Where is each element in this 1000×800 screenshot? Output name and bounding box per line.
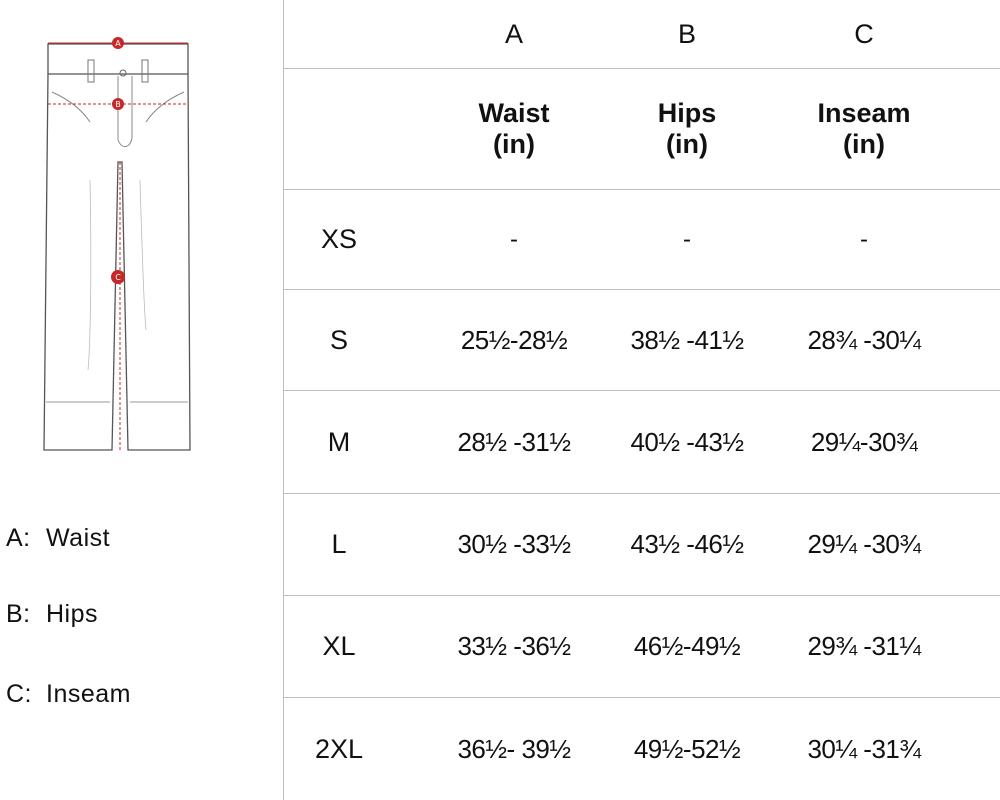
size-chart-table (283, 0, 1000, 800)
inseam-value: 29¼-30¾ (810, 426, 918, 457)
header-row (284, 69, 1000, 189)
table-row (284, 494, 1000, 595)
size-label: XS (320, 224, 358, 254)
legend-inseam (6, 680, 131, 709)
hips-value: 40½ -43½ (630, 426, 744, 457)
pants-diagram (30, 30, 210, 460)
column-letter-a: A (504, 18, 523, 49)
marker-b: B (115, 100, 121, 109)
legend-waist (6, 524, 110, 553)
waist-value: 25½-28½ (460, 324, 568, 355)
column-letter-c: C (854, 18, 874, 49)
table-row (284, 190, 1000, 289)
size-label: M (327, 426, 351, 457)
table-row (284, 391, 1000, 493)
size-label: 2XL (314, 733, 364, 764)
waist-value: 33½ -36½ (457, 631, 571, 661)
legend-hips (6, 600, 98, 629)
inseam-value: - (860, 225, 868, 253)
legend-label: Hips (46, 600, 99, 628)
table-row (284, 596, 1000, 697)
size-label: S (329, 324, 348, 355)
hips-value: - (683, 225, 691, 253)
waist-value: 30½ -33½ (457, 529, 571, 559)
legend-label: Waist (46, 524, 111, 552)
inseam-value: 29¾ -31¼ (807, 631, 921, 661)
header-waist: Waist (in) (478, 97, 550, 159)
size-label: XL (322, 631, 356, 661)
hips-value: 49½-52½ (633, 733, 741, 764)
waist-value: - (510, 225, 518, 253)
header-inseam: Inseam (in) (817, 97, 911, 159)
waist-value: 28½ -31½ (457, 426, 571, 457)
waist-value: 36½- 39½ (457, 733, 571, 764)
legend-key: B: (6, 600, 31, 628)
size-guide-illustration-panel (0, 0, 283, 800)
hips-value: 46½-49½ (633, 631, 741, 661)
inseam-value: 30¼ -31¾ (807, 733, 921, 764)
legend-label: Inseam (46, 680, 131, 708)
table-row (284, 290, 1000, 390)
marker-c: C (115, 273, 121, 282)
legend-key: A: (6, 524, 31, 552)
marker-a: A (115, 39, 121, 48)
size-label: L (331, 529, 347, 559)
hips-value: 43½ -46½ (630, 529, 744, 559)
column-letter-b: B (677, 18, 696, 49)
table-row (284, 698, 1000, 800)
header-hips: Hips (in) (657, 97, 717, 159)
hips-value: 38½ -41½ (630, 324, 744, 355)
column-letter-row (284, 0, 1000, 68)
inseam-value: 28¾ -30¼ (807, 324, 921, 355)
inseam-value: 29¼ -30¾ (807, 529, 921, 559)
legend-key: C: (6, 680, 32, 708)
